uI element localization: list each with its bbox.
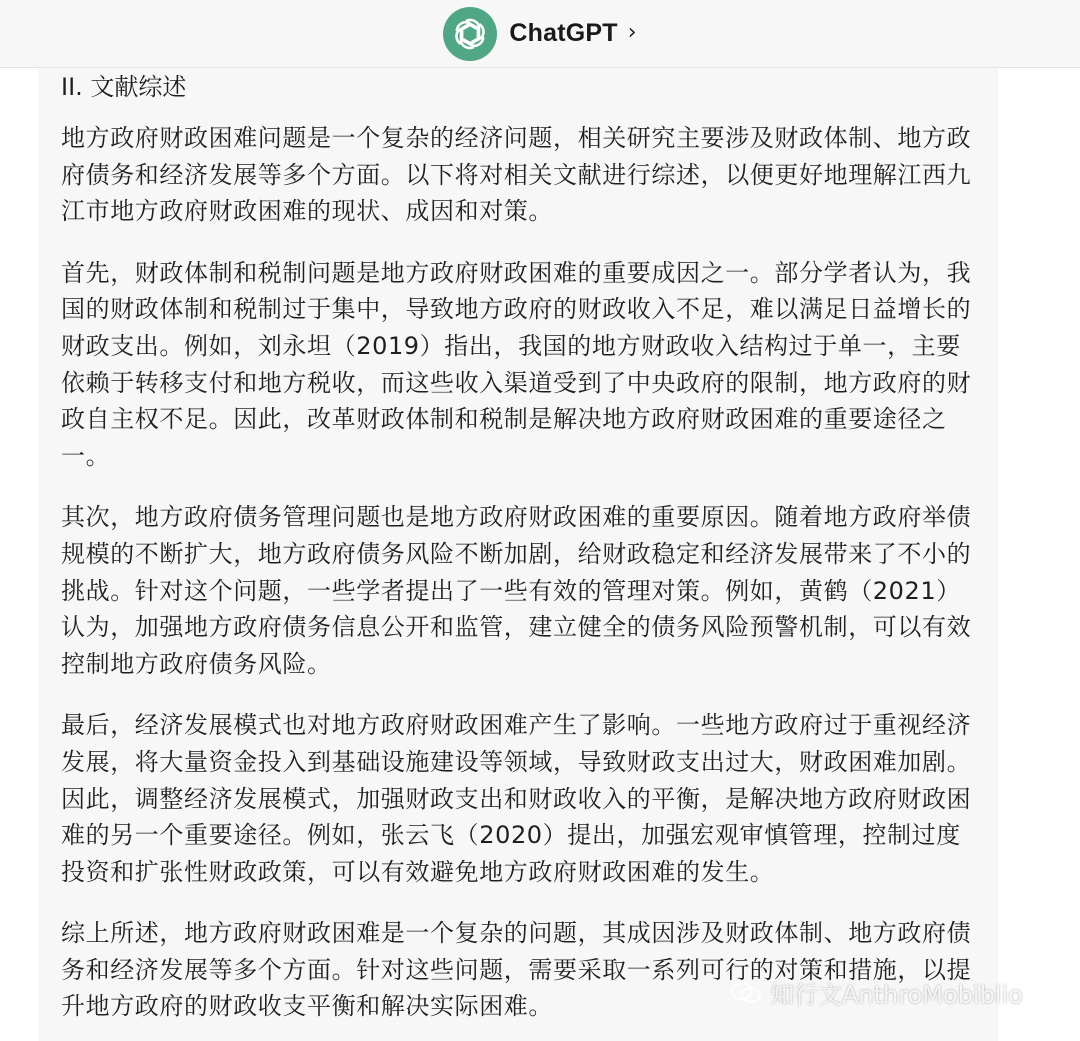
app-title-button[interactable] bbox=[443, 7, 636, 61]
message-paragraph: 首先，财政体制和税制问题是地方政府财政困难的重要成因之一。部分学者认为，我国的财政体制和税制过于集中，导致地方政府的财政收入不足，难以满足日益增长的财政支出。例如，刘永坦（2019）指出，我国的地方财政收入结构过于单一，主要依赖于转移支付和地方税收，而这些收入渠道受到了中央政府的限制，地方政府的财政自主权不足。因此，改革财政体制和税制是解决地方政府财政困难的重要途径之一。 bbox=[61, 258, 972, 470]
section-heading: II. 文献综述 bbox=[61, 73, 187, 101]
watermark-text: 知行文AnthroMobiblio bbox=[770, 981, 1023, 1009]
message-paragraph: 地方政府财政困难问题是一个复杂的经济问题，相关研究主要涉及财政体制、地方政府债务和经济发展等多个方面。以下将对相关文献进行综述，以便更好地理解江西九江市地方政府财政困难的现状、成因和对策。 bbox=[61, 124, 972, 226]
message-paragraph: 最后，经济发展模式也对地方政府财政困难产生了影响。一些地方政府过于重视经济发展，将大量资金投入到基础设施建设等领域，导致财政支出过大，财政困难加剧。因此，调整经济发展模式，加强财政支出和财政收入的平衡，是解决地方政府财政困难的另一个重要途径。例如，张云飞（2020）提出，加强宏观审慎管理，控制过度投资和扩张性财政政策，可以有效避免地方政府财政困难的发生。 bbox=[61, 711, 972, 886]
assistant-message bbox=[38, 68, 998, 1041]
message-paragraph: 其次，地方政府债务管理问题也是地方政府财政困难的重要原因。随着地方政府举债规模的不断扩大，地方政府债务风险不断加剧，给财政稳定和经济发展带来了不小的挑战。针对这个问题，一些学者提出了一些有效的管理对策。例如，黄鹤（2021）认为，加强地方政府债务信息公开和监管，建立健全的债务风险预警机制，可以有效控制地方政府债务风险。 bbox=[61, 503, 972, 678]
app-title: ChatGPT bbox=[509, 19, 618, 47]
header-bar bbox=[0, 0, 1080, 68]
chevron-right-icon: › bbox=[627, 20, 637, 45]
message-paragraph: 综上所述，地方政府财政困难是一个复杂的问题，其成因涉及财政体制、地方政府债务和经济发展等多个方面。针对这些问题，需要采取一系列可行的对策和措施，以提升地方政府的财政收支平衡和解决实际困难。 bbox=[61, 919, 972, 1021]
openai-logo-icon bbox=[443, 7, 497, 61]
